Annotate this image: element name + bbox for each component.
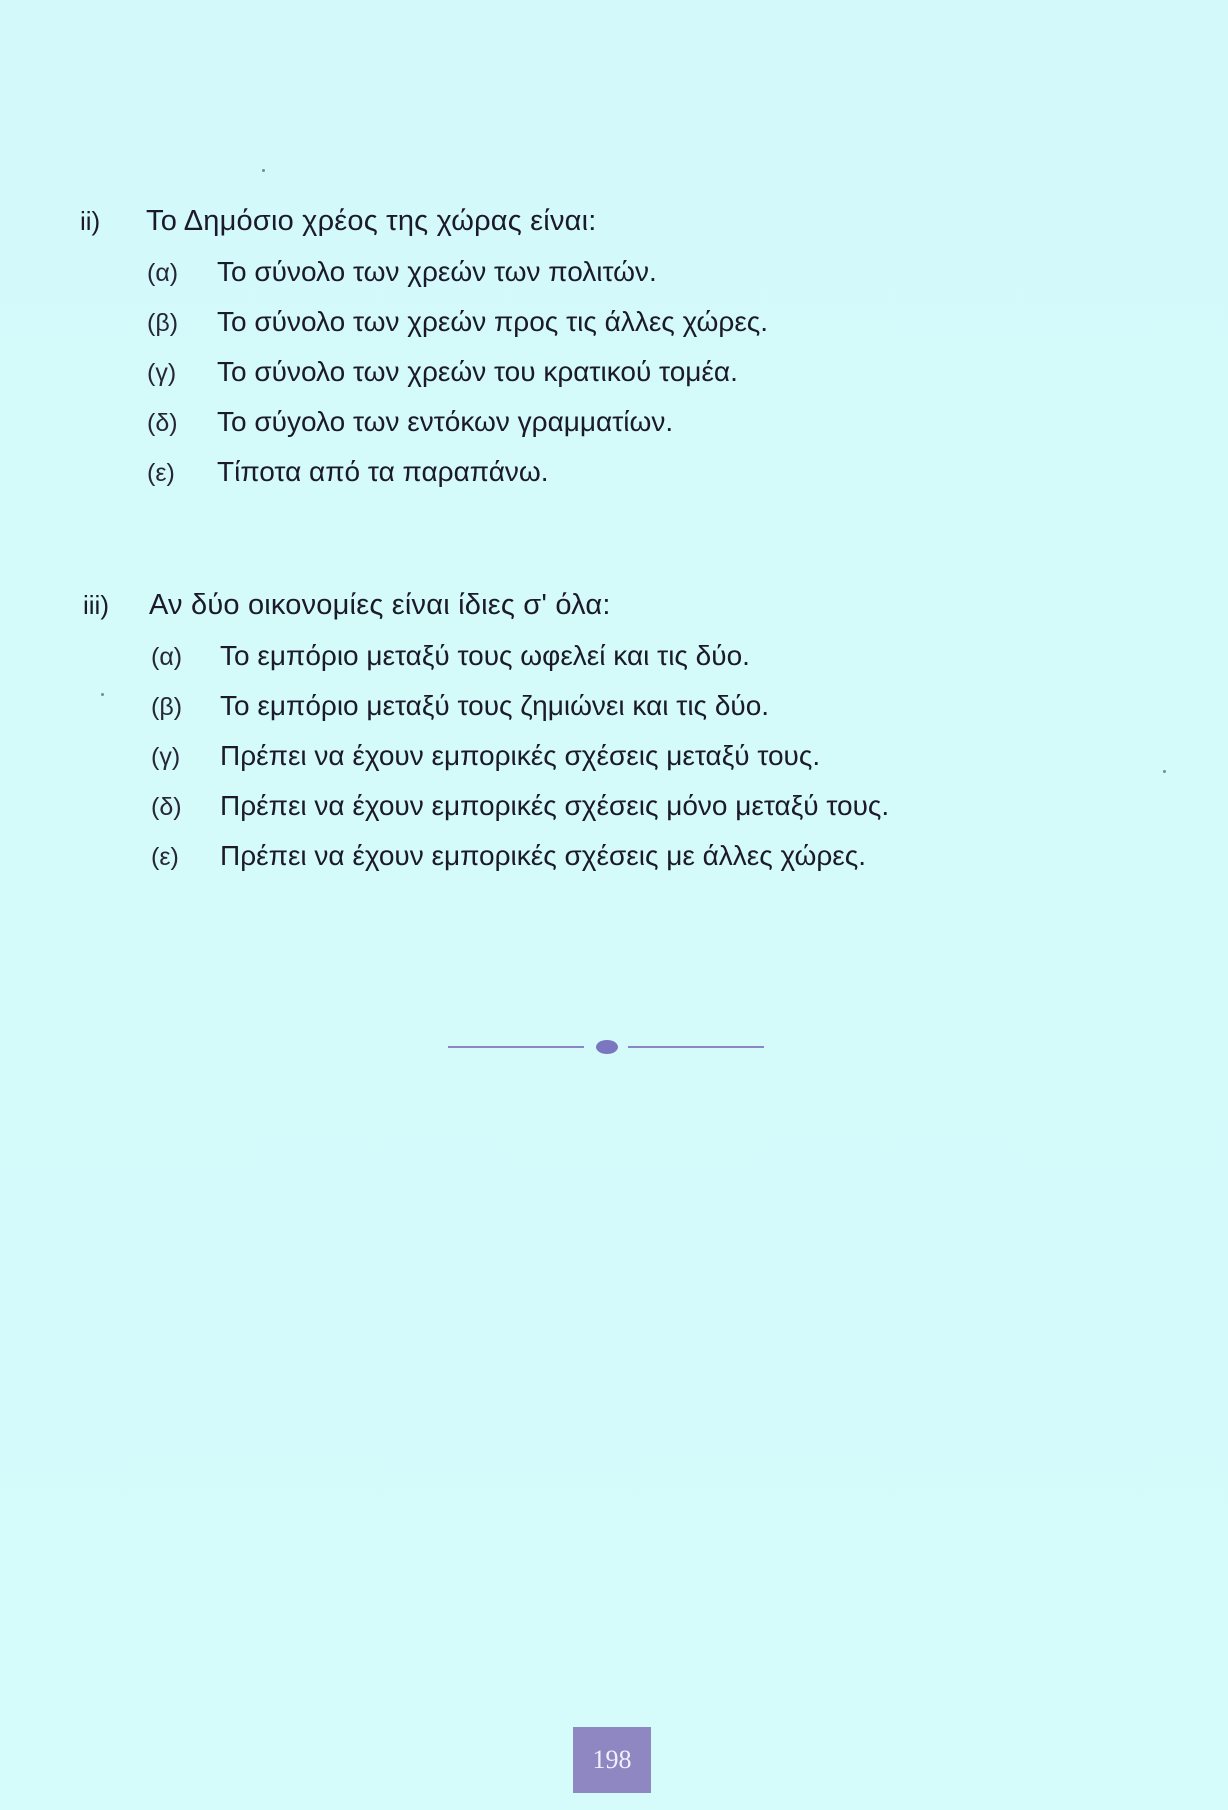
question-ii [80,207,768,506]
option-label: (γ) [151,743,181,771]
option-label: (α) [147,259,179,287]
option-text: Πρέπει να έχουν εμπορικές σχέσεις μεταξύ τους. [220,740,821,771]
option-text: Το σύνολο των χρεών των πολιτών. [217,256,657,287]
question-iii [83,591,889,890]
question-header [80,207,768,236]
question-number: ii) [80,206,101,236]
page-number: 198 [573,1727,651,1793]
option-text: Τίποτα από τα παραπάνω. [217,456,549,487]
option-text: Το εμπόριο μεταξύ τους ζημιώνει και τις δύο. [220,690,770,721]
option-item [147,306,768,356]
option-text: Το σύνολο των χρεών του κρατικού τομέα. [217,356,738,387]
option-item [151,640,889,690]
option-label: (δ) [151,793,182,821]
option-label: (α) [151,643,183,671]
divider-line-left [448,1046,584,1048]
option-item [151,790,889,840]
section-divider [448,1040,764,1052]
option-text: Πρέπει να έχουν εμπορικές σχέσεις μόνο μεταξύ τους. [220,790,890,821]
option-item [147,256,768,306]
options-list [151,640,889,890]
option-item [147,406,768,456]
scan-speck [1163,770,1166,773]
option-label: (β) [151,693,183,721]
option-text: Πρέπει να έχουν εμπορικές σχέσεις με άλλες χώρες. [220,840,867,871]
option-item [147,356,768,406]
option-text: Το εμπόριο μεταξύ τους ωφελεί και τις δύο. [220,640,750,671]
question-text: Αν δύο οικονομίες είναι ίδιες σ' όλα: [149,589,611,621]
scan-speck [262,169,265,172]
option-item [151,740,889,790]
options-list [147,256,768,506]
divider-line-right [628,1046,764,1048]
option-item [151,690,889,740]
option-item [147,456,768,506]
option-label: (β) [147,309,179,337]
option-item [151,840,889,890]
question-header [83,591,889,620]
option-label: (ε) [147,459,175,487]
option-label: (δ) [147,409,178,437]
option-label: (γ) [147,359,177,387]
question-number: iii) [83,590,109,620]
option-text: Το σύνολο των χρεών προς τις άλλες χώρες. [217,306,769,337]
option-label: (ε) [151,843,179,871]
question-text: Το Δημόσιο χρέος της χώρας είναι: [146,205,597,237]
option-text: Το σύyολο των εντόκων γραμματίων. [217,406,674,437]
divider-dot-icon [596,1040,618,1054]
